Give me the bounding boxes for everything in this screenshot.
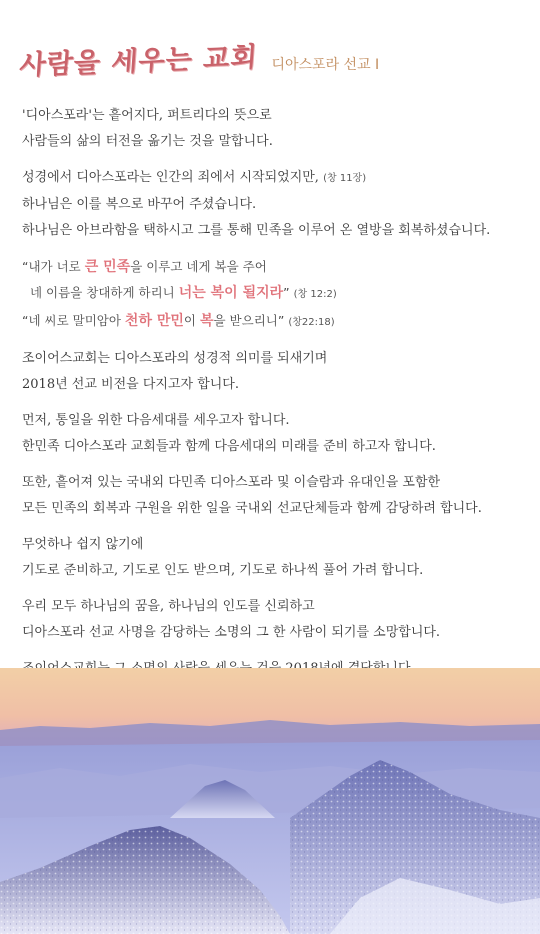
scripture-reference: (창 11장) — [323, 173, 367, 184]
quote-line — [22, 308, 532, 336]
text-line: 기도로 준비하고, 기도로 인도 받으며, 기도로 하나씩 풀어 가려 합니다. — [22, 563, 424, 578]
quote-text: 이 — [183, 313, 200, 328]
text-line: 2018년 선교 비전을 다지고자 합니다. — [22, 377, 239, 392]
quote-text: 을 이루고 네게 복을 주어 — [130, 259, 267, 274]
text-line: 조이어스교회는 디아스포라의 성경적 의미를 되새기며 — [22, 351, 328, 366]
quote-emphasis: 큰 민족 — [84, 259, 131, 275]
quote-line — [22, 254, 532, 280]
text-line: 또한, 흩어져 있는 국내외 다민족 디아스포라 및 이슬람과 유대인을 포함한 — [22, 475, 441, 490]
paragraph-vision — [22, 346, 532, 398]
scripture-reference: (창 12:2) — [293, 289, 337, 300]
mountain-landscape-photo — [0, 668, 540, 934]
text-line: 하나님은 아브라함을 택하시고 그를 통해 민족을 이루어 온 열방을 회복하셨습니다. — [22, 223, 491, 238]
text-line: 우리 모두 하나님의 꿈을, 하나님의 인도를 신뢰하고 — [22, 599, 315, 614]
paragraph-nations — [22, 470, 532, 522]
text-line: '디아스포라'는 흩어지다, 퍼트리다의 뜻으로 — [22, 108, 272, 123]
page-subtitle: 디아스포라 선교 I — [271, 57, 380, 73]
text-line: 모든 민족의 회복과 구원을 위한 일을 국내외 선교단체들과 함께 감당하려 합니다. — [22, 501, 482, 516]
text-line: 먼저, 통일을 위한 다음세대를 세우고자 합니다. — [22, 413, 290, 428]
paragraph-prayer — [22, 532, 532, 584]
scripture-reference: (창22:18) — [288, 317, 335, 328]
page-header — [18, 34, 380, 82]
paragraph-bible — [22, 165, 532, 244]
text-line — [22, 165, 532, 192]
quote-emphasis: 너는 복이 될지라 — [178, 285, 284, 301]
quote-emphasis: 천하 만민 — [124, 313, 184, 329]
quote-text: 네 이름을 창대하게 하리니 — [30, 285, 179, 300]
paragraph-definition — [22, 103, 532, 155]
paragraph-next-generation — [22, 408, 532, 460]
landscape-illustration — [0, 668, 540, 934]
text-line: 무엇하나 쉽지 않기에 — [22, 537, 144, 552]
paragraph-hope — [22, 594, 532, 646]
article-body — [22, 103, 532, 692]
quote-text: “내가 너로 — [22, 259, 85, 274]
quote-line — [22, 280, 532, 308]
text-line: 사람들의 삶의 터전을 옮기는 것을 말합니다. — [22, 134, 273, 149]
text-segment: 성경에서 디아스포라는 인간의 죄에서 시작되었지만, — [22, 170, 319, 185]
scripture-quotes — [22, 254, 532, 336]
quote-emphasis: 복 — [199, 313, 214, 329]
text-line: 디아스포라 선교 사명을 감당하는 소명의 그 한 사람이 되기를 소망합니다. — [22, 625, 441, 640]
quote-text: 을 받으리니” — [213, 313, 285, 328]
quote-text: “네 씨로 말미암아 — [22, 313, 125, 328]
text-line: 한민족 디아스포라 교회들과 함께 다음세대의 미래를 준비 하고자 합니다. — [22, 439, 436, 454]
quote-text: ” — [283, 285, 290, 300]
page-title: 사람을 세우는 교회 — [18, 41, 259, 82]
text-line: 하나님은 이를 복으로 바꾸어 주셨습니다. — [22, 197, 257, 212]
